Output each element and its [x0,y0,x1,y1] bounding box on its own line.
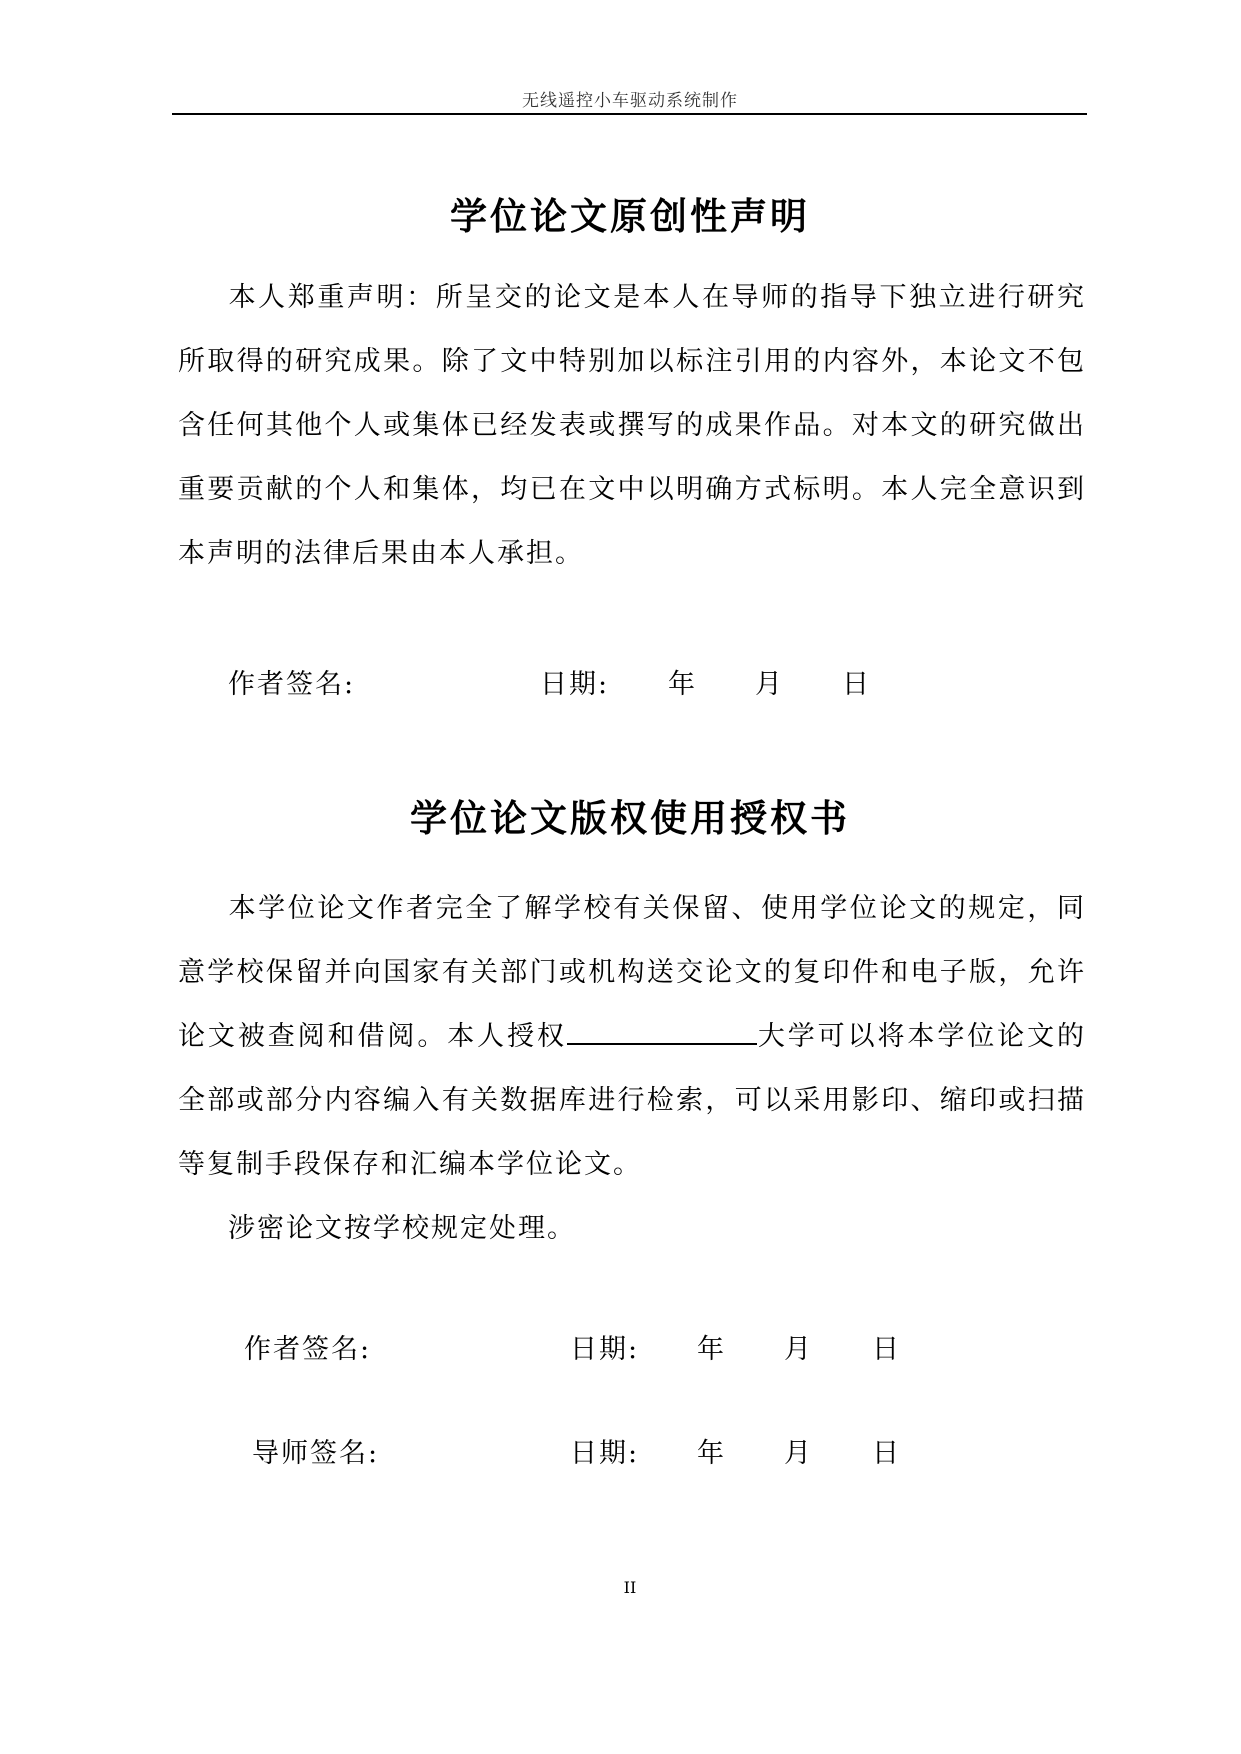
originality-paragraph-text: 本人郑重声明：所呈交的论文是本人在导师的指导下独立进行研究所取得的研究成果。除了文中特别加以标注引用的内容外，本论文不包含任何其他个人或集体已经发表或撰写的成果作品。对本文的研究做出重要贡献的个人和集体，均已在文中以明确方式标明。本人完全意识到本声明的法律后果由本人承担。 [178,282,1086,569]
author-signature-label: 作者签名: [228,669,356,700]
secret-note-paragraph [178,1197,1086,1261]
originality-paragraph [178,266,1086,586]
header-rule [172,113,1087,115]
university-blank-line [567,1017,757,1045]
running-header: 无线遥控小车驱动系统制作 [522,91,738,111]
date-label: 日期: [570,1438,640,1469]
copyright-title: 学位论文版权使用授权书 [410,797,850,840]
advisor-signature-label: 导师签名: [252,1438,380,1469]
date-label: 日期: [540,669,610,700]
month-label: 月 [784,1334,813,1365]
copyright-paragraph-text-end: 大学可以将本学位论文的全部或部分内容编入有关数据库进行检索，可以采用影印、缩印或扫描等复制手段保存和汇编本学位论文。 [178,1021,1087,1180]
copyright-paragraph [178,877,1086,1197]
year-label: 年 [668,669,697,700]
day-label: 日 [872,1334,901,1365]
copyright-advisor-signature-row [0,1431,1241,1471]
page-number: II [623,1578,637,1597]
day-label: 日 [872,1438,901,1469]
copyright-paragraph-text-start: 本学位论文作者完全了解学校有关保留、使用学位论文的规定，同意学校保留并向国家有关部门或机构送交论文的复印件和电子版，允许论文被查阅和借阅。本人授权 [178,893,1086,1052]
date-label: 日期: [570,1334,640,1365]
originality-signature-row [0,662,1241,702]
day-label: 日 [842,669,871,700]
copyright-author-signature-row [0,1327,1241,1367]
secret-note-text: 涉密论文按学校规定处理。 [228,1213,576,1244]
month-label: 月 [784,1438,813,1469]
month-label: 月 [755,669,784,700]
originality-title: 学位论文原创性声明 [450,195,810,238]
year-label: 年 [697,1438,726,1469]
author-signature-label: 作者签名: [244,1334,372,1365]
year-label: 年 [697,1334,726,1365]
